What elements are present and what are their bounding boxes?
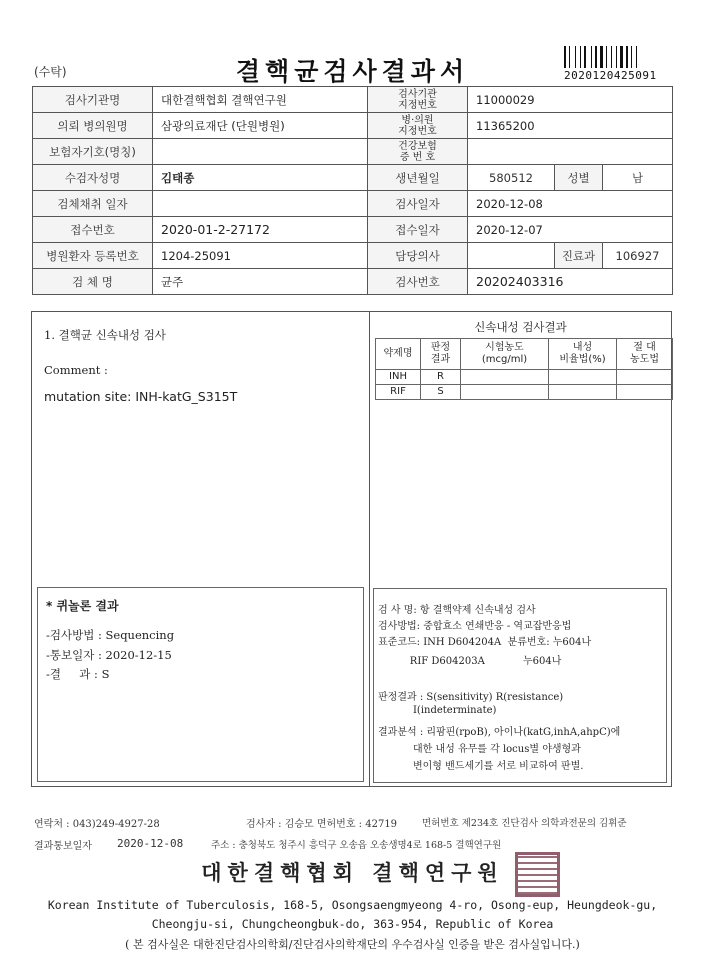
field-label: 검사일자 <box>368 191 468 217</box>
field-label: 검 체 명 <box>33 269 153 295</box>
drug-name: RIF <box>376 385 421 400</box>
drug-name: INH <box>376 370 421 385</box>
comment-label: Comment : <box>44 363 108 377</box>
table-row <box>33 191 673 217</box>
certification-note: ( 본 검사실은 대한진단검사의학회/진단검사의학재단의 우수검사실 인증을 받은 검사실입니다.) <box>125 938 580 951</box>
field-value: 11000029 <box>468 87 673 113</box>
field-label: 의뢰 병의원명 <box>33 113 153 139</box>
barcode-number: 2020120425091 <box>564 69 657 82</box>
field-label: 진료과 <box>555 243 603 269</box>
table-header-cell: 시험농도 (mcg/ml) <box>461 339 549 370</box>
analysis: 결과분석 : 리팜핀(rpoB), 아이나(katG,inhA,ahpC)에 <box>378 727 621 738</box>
field-label: 병·의원 지정번호 <box>368 113 468 139</box>
table-cell <box>617 370 673 385</box>
table-row <box>33 269 673 295</box>
drug-result: R <box>421 370 461 385</box>
table-row <box>376 385 673 400</box>
field-label: 보험자기호(명칭) <box>33 139 153 165</box>
license-info: 면허번호 제234호 진단검사 의학과전문의 김휘준 <box>422 818 627 829</box>
field-value: 580512 <box>468 165 555 191</box>
field-label: 병원환자 등록번호 <box>33 243 153 269</box>
seal-stamp-icon <box>515 852 560 897</box>
info-table <box>32 86 673 295</box>
field-value: 남 <box>603 165 673 191</box>
table-cell <box>461 370 549 385</box>
quinolone-box <box>37 587 364 782</box>
table-header-cell: 판정 결과 <box>421 339 461 370</box>
field-value <box>153 191 368 217</box>
field-label: 검사번호 <box>368 269 468 295</box>
field-value <box>153 139 368 165</box>
field-value: 106927 <box>603 243 673 269</box>
judgement: 판정결과 : S(sensitivity) R(resistance) <box>378 692 564 703</box>
quinolone-result: -결 과 : S <box>46 667 110 681</box>
table-cell <box>461 385 549 400</box>
table-header-cell: 약제명 <box>376 339 421 370</box>
table-row <box>33 243 673 269</box>
analysis-2: 대한 내성 유무를 각 locus별 야생형과 <box>378 744 581 755</box>
standard-code: 표준코드: INH D604204A 분류번호: 누604나 <box>378 637 592 648</box>
field-label: 검사기관명 <box>33 87 153 113</box>
field-value: 김태종 <box>153 165 368 191</box>
document-title: 결핵균검사결과서 <box>235 57 470 86</box>
field-label: 성별 <box>555 165 603 191</box>
field-value: 11365200 <box>468 113 673 139</box>
field-value <box>468 139 673 165</box>
standard-code-2: RIF D604203A 누604나 <box>378 656 562 667</box>
field-value: 2020-12-08 <box>468 191 673 217</box>
drug-result: S <box>421 385 461 400</box>
test-item-title: 1. 결핵균 신속내성 검사 <box>44 328 166 342</box>
barcode-icon <box>564 46 659 68</box>
test-name: 검 사 명: 항 결핵약제 신속내성 검사 <box>378 605 536 616</box>
address-english: Korean Institute of Tuberculosis, 168-5, Osongsaengmyeong 4-ro, Osong-eup, Heungdeok-gu, <box>47 898 658 912</box>
document-label: (수탁) <box>34 65 67 79</box>
quinolone-date: -통보일자 : 2020-12-15 <box>46 648 172 662</box>
test-method: 검사방법: 중합효소 연쇄반응 - 역교잡반응법 <box>378 621 572 632</box>
table-row <box>33 217 673 243</box>
address: 주소 : 충청북도 청주시 흥덕구 오송읍 오송생명4로 168-5 결핵연구원 <box>211 840 502 851</box>
field-value: 20202403316 <box>468 269 673 295</box>
table-header-cell: 절 대 농도법 <box>617 339 673 370</box>
susceptibility-table <box>375 338 673 400</box>
mutation-site: mutation site: INH-katG_S315T <box>44 389 238 404</box>
table-cell <box>549 370 617 385</box>
field-value: 균주 <box>153 269 368 295</box>
field-label: 접수번호 <box>33 217 153 243</box>
table-cell <box>549 385 617 400</box>
table-row <box>33 113 673 139</box>
field-label: 건강보험 증 번 호 <box>368 139 468 165</box>
field-value: 1204-25091 <box>153 243 368 269</box>
field-value: 삼광의료재단 (단원병원) <box>153 113 368 139</box>
table-header-row <box>376 339 673 370</box>
address-english-2: Cheongju-si, Chungcheongbuk-do, 363-954, Republic of Korea <box>151 917 554 931</box>
quinolone-title: * 퀴놀론 결과 <box>46 599 119 613</box>
table-header-cell: 내성 비율법(%) <box>549 339 617 370</box>
contact: 연락처 : 043)249-4927-28 <box>34 819 160 830</box>
table-row <box>376 370 673 385</box>
field-label: 수검자성명 <box>33 165 153 191</box>
susceptibility-title: 신속내성 검사결과 <box>474 320 567 334</box>
field-label: 담당의사 <box>368 243 468 269</box>
field-label: 검사기관 지정번호 <box>368 87 468 113</box>
judgement-2: I(indeterminate) <box>378 705 497 716</box>
table-cell <box>617 385 673 400</box>
field-value: 대한결핵협회 결핵연구원 <box>153 87 368 113</box>
field-label: 생년월일 <box>368 165 468 191</box>
organization-name: 대한결핵협회 결핵연구원 <box>201 861 504 885</box>
field-value <box>468 243 555 269</box>
quinolone-method: -검사방법 : Sequencing <box>46 628 175 642</box>
field-label: 접수일자 <box>368 217 468 243</box>
table-row <box>33 139 673 165</box>
examiner: 검사자 : 김승모 면허번호 : 42719 <box>246 819 398 830</box>
field-value: 2020-01-2-27172 <box>153 217 368 243</box>
divider <box>369 311 370 787</box>
field-label: 검체채취 일자 <box>33 191 153 217</box>
table-row <box>33 165 673 191</box>
table-row <box>33 87 673 113</box>
report-date-label: 결과통보일자 <box>34 841 92 852</box>
analysis-3: 변이형 밴드세기를 서로 비교하여 판별. <box>378 761 584 772</box>
field-value: 2020-12-07 <box>468 217 673 243</box>
report-date: 2020-12-08 <box>117 837 184 850</box>
